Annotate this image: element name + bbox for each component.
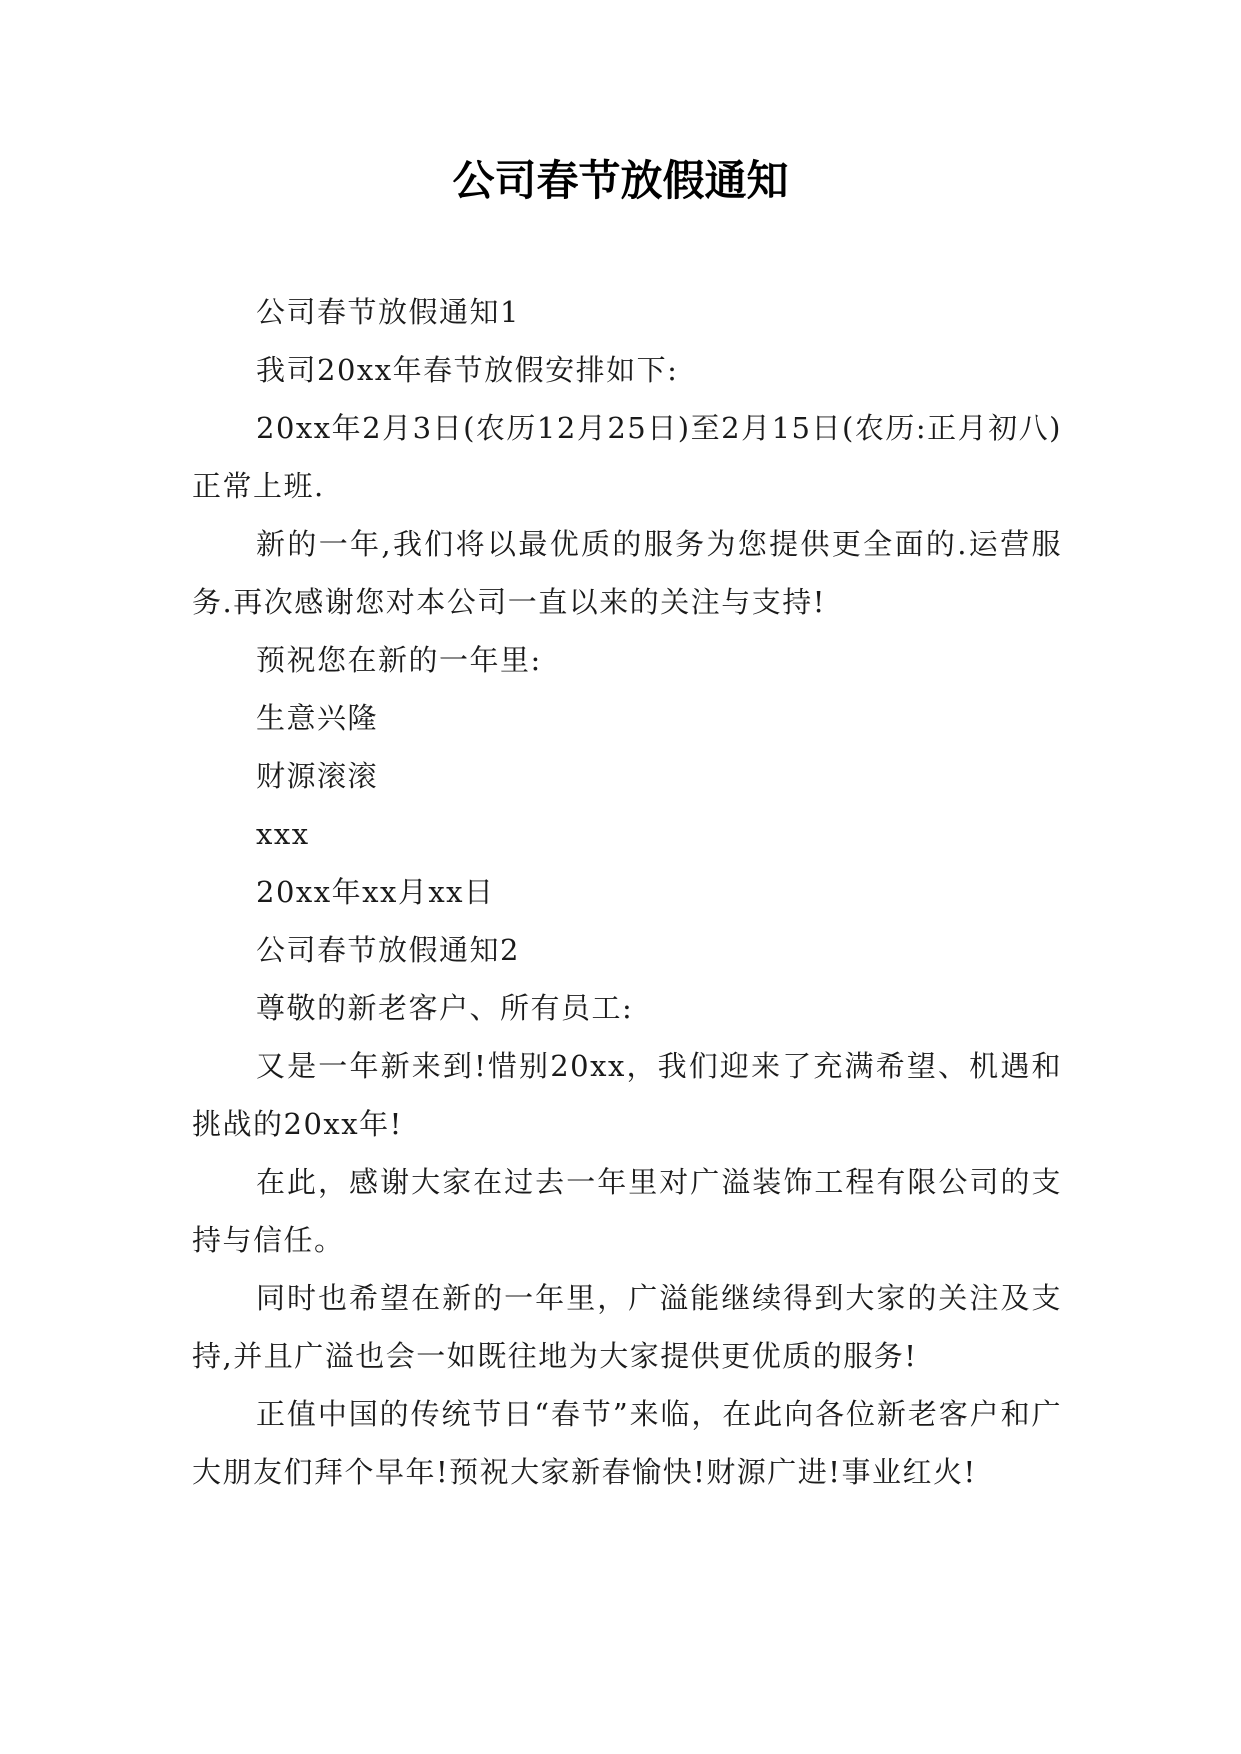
paragraph-wish-wealth: 财源滚滚 <box>256 759 379 793</box>
paragraph-notice-2-heading: 公司春节放假通知2 <box>256 933 520 967</box>
paragraph-wish-business: 生意兴隆 <box>256 701 379 735</box>
paragraph-holiday-dates: 20xx年2月3日(农历12月25日)至2月15日(农历:正月初八)正常上班. <box>192 411 1062 503</box>
paragraph-notice-1-heading: 公司春节放假通知1 <box>256 295 520 329</box>
document-title: 公司春节放假通知 <box>452 156 789 205</box>
paragraph-signature: xxx <box>256 817 310 851</box>
document-body <box>192 283 1062 1501</box>
paragraph-date: 20xx年xx月xx日 <box>256 875 495 909</box>
paragraph-gratitude: 在此，感谢大家在过去一年里对广溢装饰工程有限公司的支持与信任。 <box>192 1165 1062 1257</box>
paragraph-hope: 同时也希望在新的一年里，广溢能继续得到大家的关注及支持,并且广溢也会一如既往地为大家提供更优质的服务! <box>192 1281 1062 1373</box>
paragraph-wish-intro: 预祝您在新的一年里: <box>256 643 542 677</box>
paragraph-holiday-intro: 我司20xx年春节放假安排如下: <box>256 353 679 387</box>
paragraph-greetings: 正值中国的传统节日“春节”来临，在此向各位新老客户和广大朋友们拜个早年!预祝大家新春愉快!财源广进!事业红火! <box>192 1397 1062 1489</box>
paragraph-salutation: 尊敬的新老客户、所有员工: <box>256 991 634 1025</box>
paragraph-thanks: 新的一年,我们将以最优质的服务为您提供更全面的.运营服务.再次感谢您对本公司一直以来的关注与支持! <box>192 527 1062 619</box>
paragraph-new-year: 又是一年新来到!惜别20xx，我们迎来了充满希望、机遇和挑战的20xx年! <box>192 1049 1062 1141</box>
